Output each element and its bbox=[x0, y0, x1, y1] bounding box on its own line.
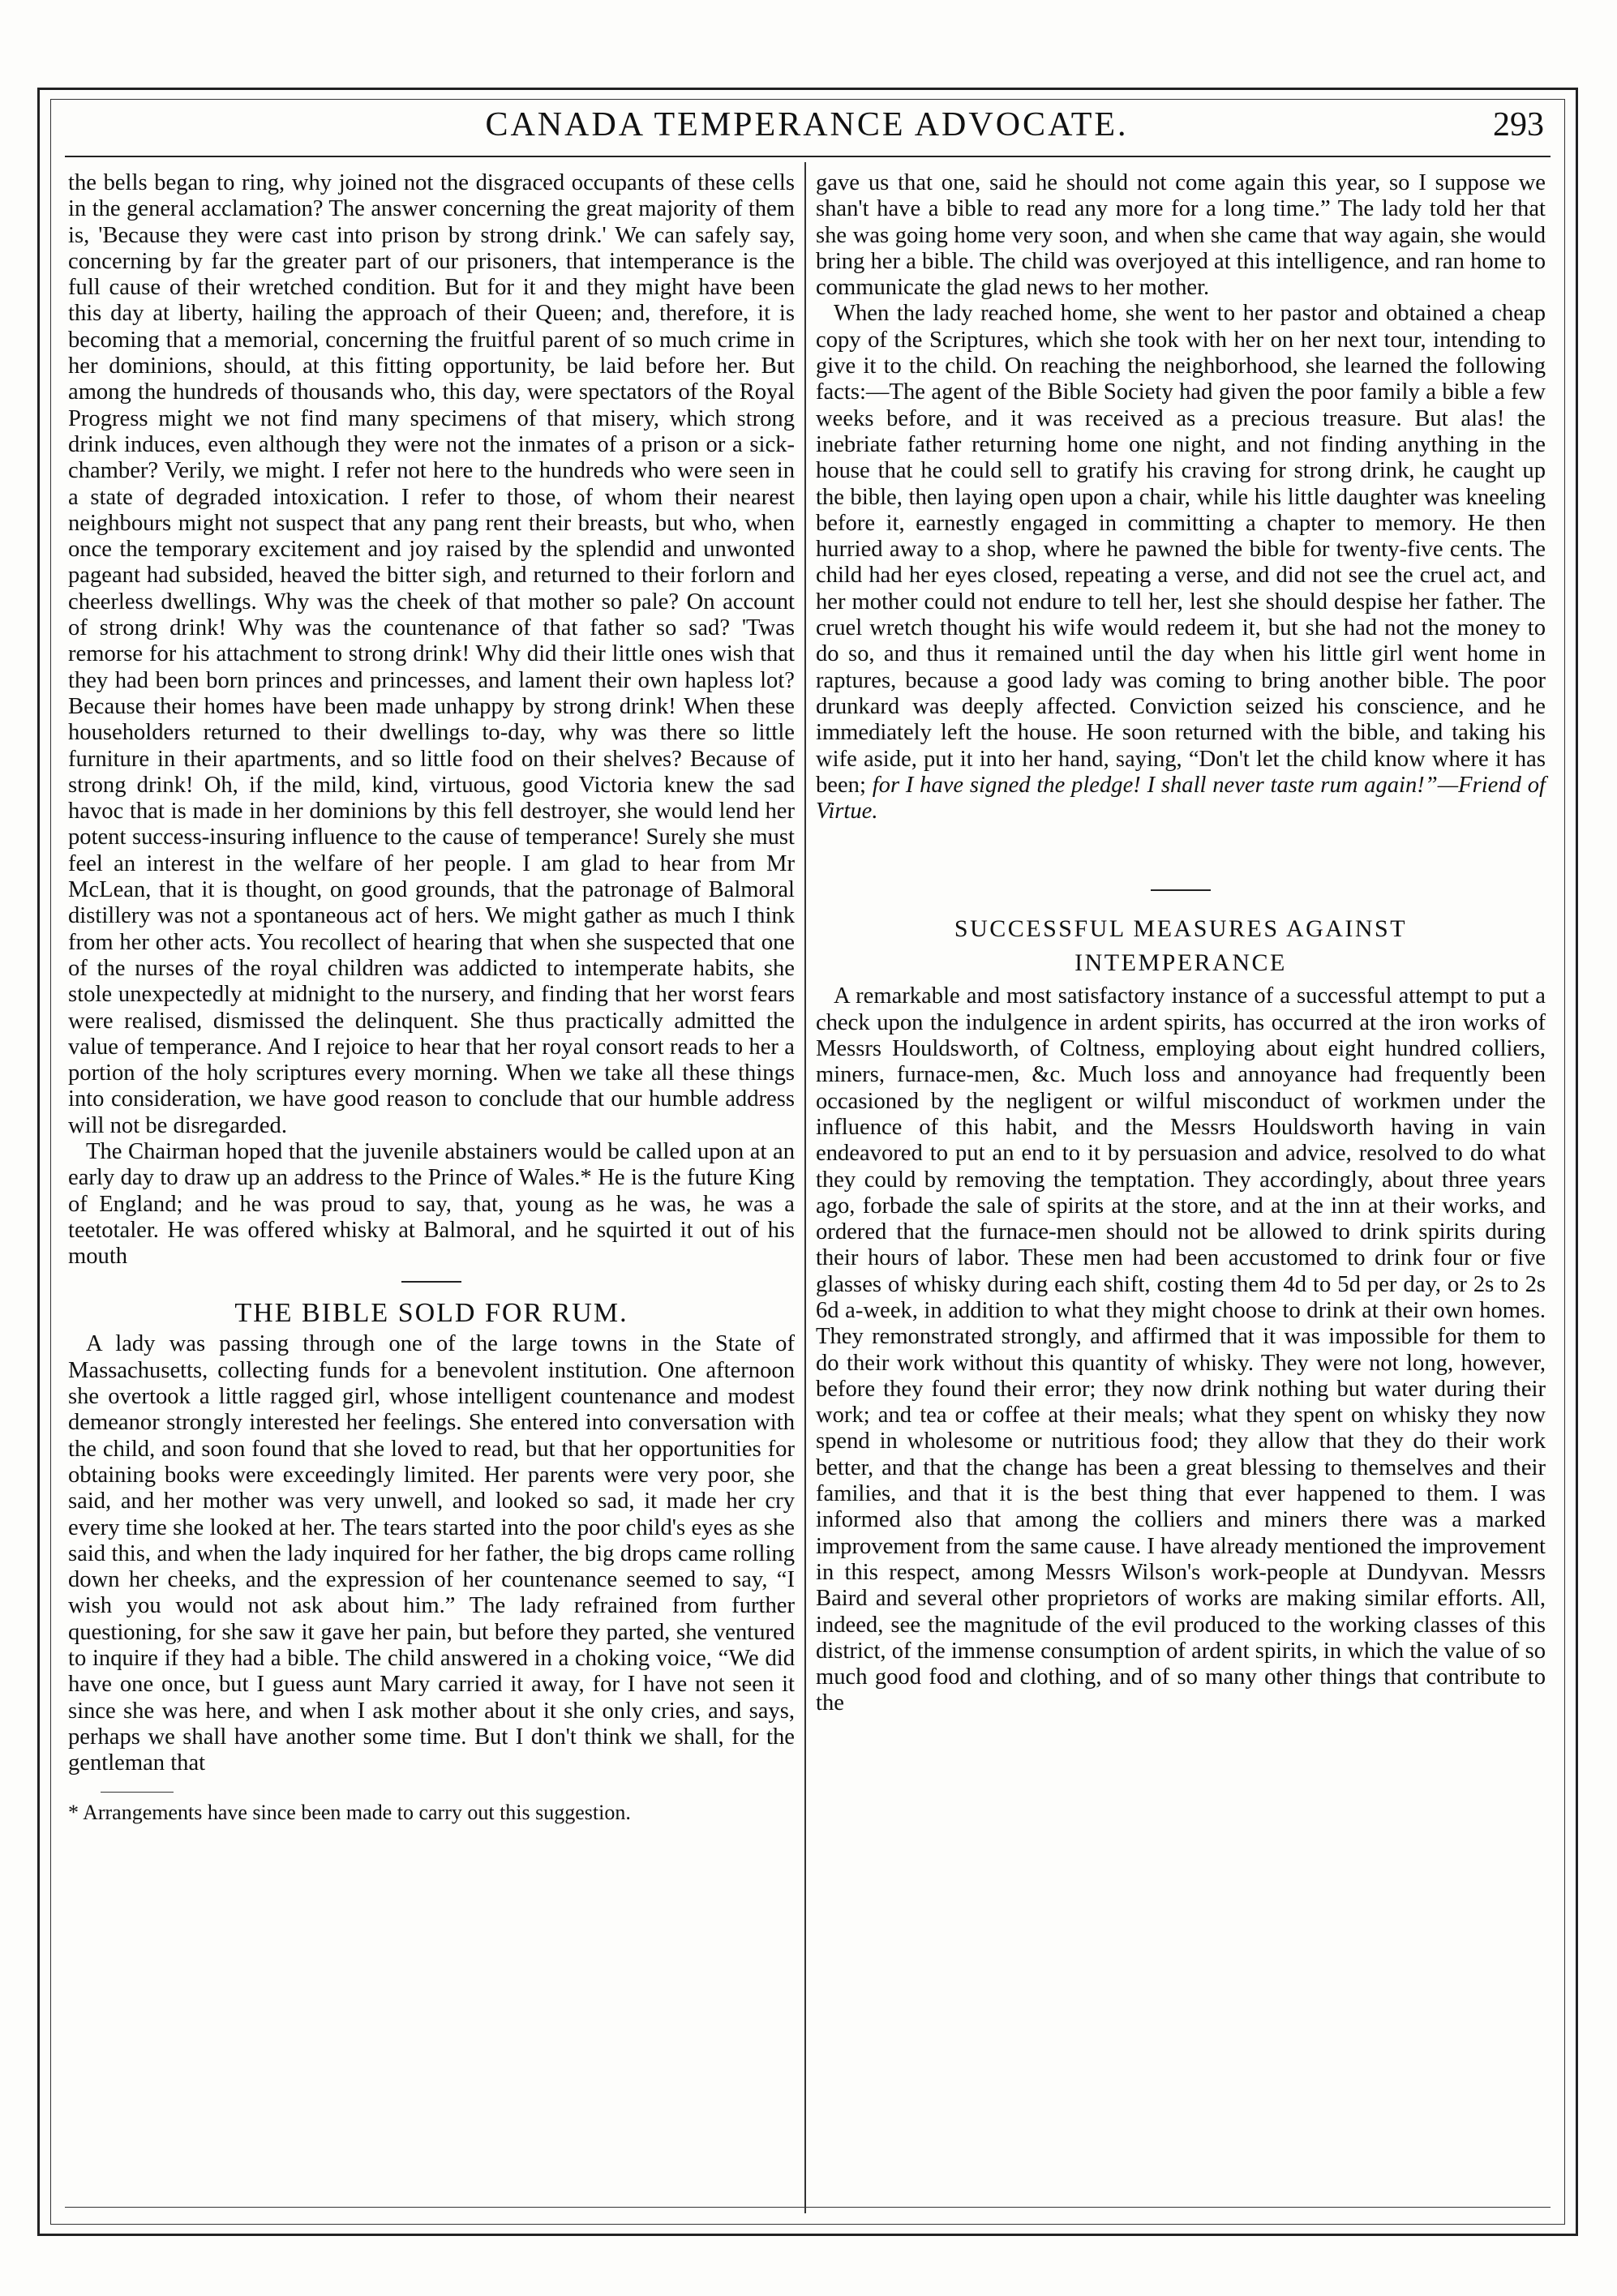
right-paragraph-2 bbox=[816, 301, 1546, 825]
right-column bbox=[816, 170, 1546, 1717]
article-separator-right bbox=[1151, 889, 1211, 891]
left-paragraph-2: The Chairman hoped that the juvenile abstainers would be called upon at an early day to draw up an address to the Prince of Wales.* He is the future King of England; and he was proud to say, that, young as he was, he was a teetotaler. He was offered whisky at Balmoral, and he squirted it out of his mouth bbox=[68, 1138, 795, 1270]
article-separator bbox=[401, 1281, 461, 1283]
right-paragraph-1: gave us that one, said he should not come again this year, so I suppose we shan't have a bible to read any more for a long time.” The lady told her that she was going home very soon, and when she came that way again, she would bring her a bible. The child was overjoyed at this intelligence, and ran home to communicate the glad news to her mother. bbox=[816, 170, 1546, 301]
article-title-line-2: INTEMPERANCE bbox=[1074, 949, 1287, 977]
right-paragraph-3: A remarkable and most satisfactory instance of a successful attempt to put a check upon the indulgence in ardent spirits, has occurred at the iron works of Messrs Houldsworth, of Coltness, employing about eight hundred colliers, miners, furnace-men, &c. Much loss and annoyance had frequently been occasioned by the negligent or wilful misconduct of workmen under the influence of this habit, and the Messrs Houldsworth having in vain endeavored to put an end to it by persuasion and advice, resolved to do what they could by removing the temptation. They accordingly, about three years ago, forbade the sale of spirits at the store, and at the inn at their works, and ordered that the furnace-men should not be allowed to drink spirits during their hours of labor. These men had been accustomed to drink four or five glasses of whisky during each shift, costing them 4d to 5d per day, or 2s to 2s 6d a-week, in addition to what they might choose to drink at their own homes. They remonstrated strongly, and affirmed that it was impossible for them to do their work without this quantity of whisky. They were not long, however, before they found their error; they now drink nothing but water during their work; and tea or coffee at their meals; what they spent on whisky they now spend in wholesome or nutritious food; they allow that they do their work better, and that the change has been a great blessing to themselves and their families, and that it is the best thing that ever happened to them. I was informed also that among the colliers and miners there was a marked improvement from the same cause. I have already mentioned the improvement in this respect, among Messrs Wilson's work-people at Dundyvan. Messrs Baird and several other proprietors of works are making similar efforts. All, indeed, see the magnitude of the evil produced to the working classes of this district, of the immense consumption of ardent spirits, in which the value of so much good food and clothing, and of so many other things that contribute to the bbox=[816, 983, 1546, 1716]
footnote: * Arrangements have since been made to carry out this suggestion. bbox=[68, 1800, 631, 1824]
article-title-bible-sold: THE BIBLE SOLD FOR RUM. bbox=[234, 1298, 628, 1329]
left-paragraph-3: A lady was passing through one of the large towns in the State of Massachusetts, collecting funds for a benevolent institution. One afternoon she overtook a little ragged girl, whose intelligent countenance and modest demeanor strongly interested her feelings. She entered into conversation with the child, and soon found that she loved to read, but that her opportunities for obtaining books were exceedingly limited. Her parents were very poor, she said, and her mother was very unwell, and looked so sad, it made her cry every time she looked at her. The tears started into the poor child's eyes as she said this, and when the lady inquired for her father, the big drops came rolling down her cheeks, and the expression of her countenance seemed to say, “I wish you would not ask about him.” The lady refrained from further questioning, for she saw it gave her pain, but before they parted, she ventured to inquire if they had a bible. The child answered in a choking voice, “We did have one once, but I guess aunt Mary carried it away, for I have not seen it since she was here, and when I ask mother about it she only cries, and says, perhaps we shall have another some time. But I don't think we shall, for the gentleman that bbox=[68, 1331, 795, 1776]
article-title-successful-measures bbox=[816, 912, 1546, 980]
bottom-rule bbox=[65, 2207, 1551, 2208]
page-number: 293 bbox=[1493, 106, 1544, 144]
article-title-line-1: SUCCESSFUL MEASURES AGAINST bbox=[954, 915, 1408, 943]
page-header bbox=[65, 102, 1549, 156]
left-column bbox=[68, 170, 795, 1825]
right-paragraph-2-text: When the lady reached home, she went to her pastor and obtained a cheap copy of the Scriptures, which she took with her on her next tour, intending to give it to the child. On reaching the neighborhood, she learned the following facts:—The agent of the Bible Society had given the poor family a bible a few weeks before, and it was received as a precious treasure. But alas! the inebriate father returning home one night, and not finding anything in the house that he could sell to gratify his craving for strong drink, he caught up the bible, then laying open upon a chair, while his little daughter was kneeling before it, earnestly engaged in committing a chapter to memory. He then hurried away to a shop, where he pawned the bible for twenty-five cents. The child had her eyes closed, repeating a verse, and did not see the cruel act, and her mother could not endure to tell her, lest she should despise her father. The cruel wretch thought his wife would redeem it, but she had not the money to do so, and thus it remained until the day when his little girl went home in raptures, because a good lady was coming to bring another bible. The poor drunkard was deeply affected. Conviction seized his conscience, and he immediately left the house. He soon returned with the bible, and taking his wife aside, put it into her hand, saying, “Don't let the child know where it has been; bbox=[816, 301, 1546, 798]
column-divider bbox=[804, 162, 806, 2213]
footnote-rule bbox=[101, 1792, 174, 1793]
header-rule bbox=[65, 156, 1551, 157]
left-paragraph-1: the bells began to ring, why joined not the disgraced occupants of these cells in the general acclamation? The answer concerning the great majority of them is, 'Because they were cast into prison by strong drink.' We can safely say, concerning by far the greater part of our prisoners, that intemperance is the full cause of their wretched condition. But for it and they might have been this day at liberty, hailing the approach of their Queen; and, therefore, it is becoming that a memorial, concerning the fruitful parent of so much crime in her dominions, should, at this fitting opportunity, be laid before her. But among the hundreds of thousands who, this day, were spectators of the Royal Progress might we not find many specimens of that misery, which strong drink induces, even although they were not the inmates of a prison or a sick-chamber? Verily, we might. I refer not here to the hundreds who were seen in a state of degraded intoxication. I refer to those, of whom their nearest neighbours might not suspect that any pang rent their breasts, but who, when once the temporary excitement and joy raised by the splendid and unwonted pageant had subsided, heaved the bitter sigh, and returned to their forlorn and cheerless dwellings. Why was the cheek of that mother so pale? On account of strong drink! Why was the countenance of that father so sad? 'Twas remorse for his attachment to strong drink! Why did their little ones wish that they had been born princes and princesses, and lament their own hapless lot? Because their homes have been made unhappy by strong drink! When these householders returned to their dwellings to-day, why was there so little furniture in their apartments, and so little food on their shelves? Because of strong drink! Oh, if the mild, kind, virtuous, good Victoria knew the sad havoc that is made in her dominions by this fell destroyer, she would lend her potent success-insuring influence to the cause of temperance! Surely she must feel an interest in the welfare of her people. I am glad to hear from Mr McLean, that it is thought, on good grounds, that the patronage of Balmoral distillery was not a spontaneous act of hers. We might gather as much I think from her other acts. You recollect of hearing that when she suspected that one of the nurses of the royal children was addicted to intemperate habits, she stole unexpectedly at midnight to the nursery, and finding that her worst fears were realised, dismissed the delinquent. She thus practically admitted the value of temperance. And I rejoice to hear that her royal consort reads to her a portion of the holy scriptures every morning. When we take all these things into consideration, we have good reason to conclude that our humble address will not be disregarded. bbox=[68, 170, 795, 1138]
right-paragraph-2-italic: for I have signed the pledge! I shall never taste rum again!”—Friend of Virtue. bbox=[816, 772, 1546, 825]
running-title: CANADA TEMPERANCE ADVOCATE. bbox=[485, 106, 1129, 144]
